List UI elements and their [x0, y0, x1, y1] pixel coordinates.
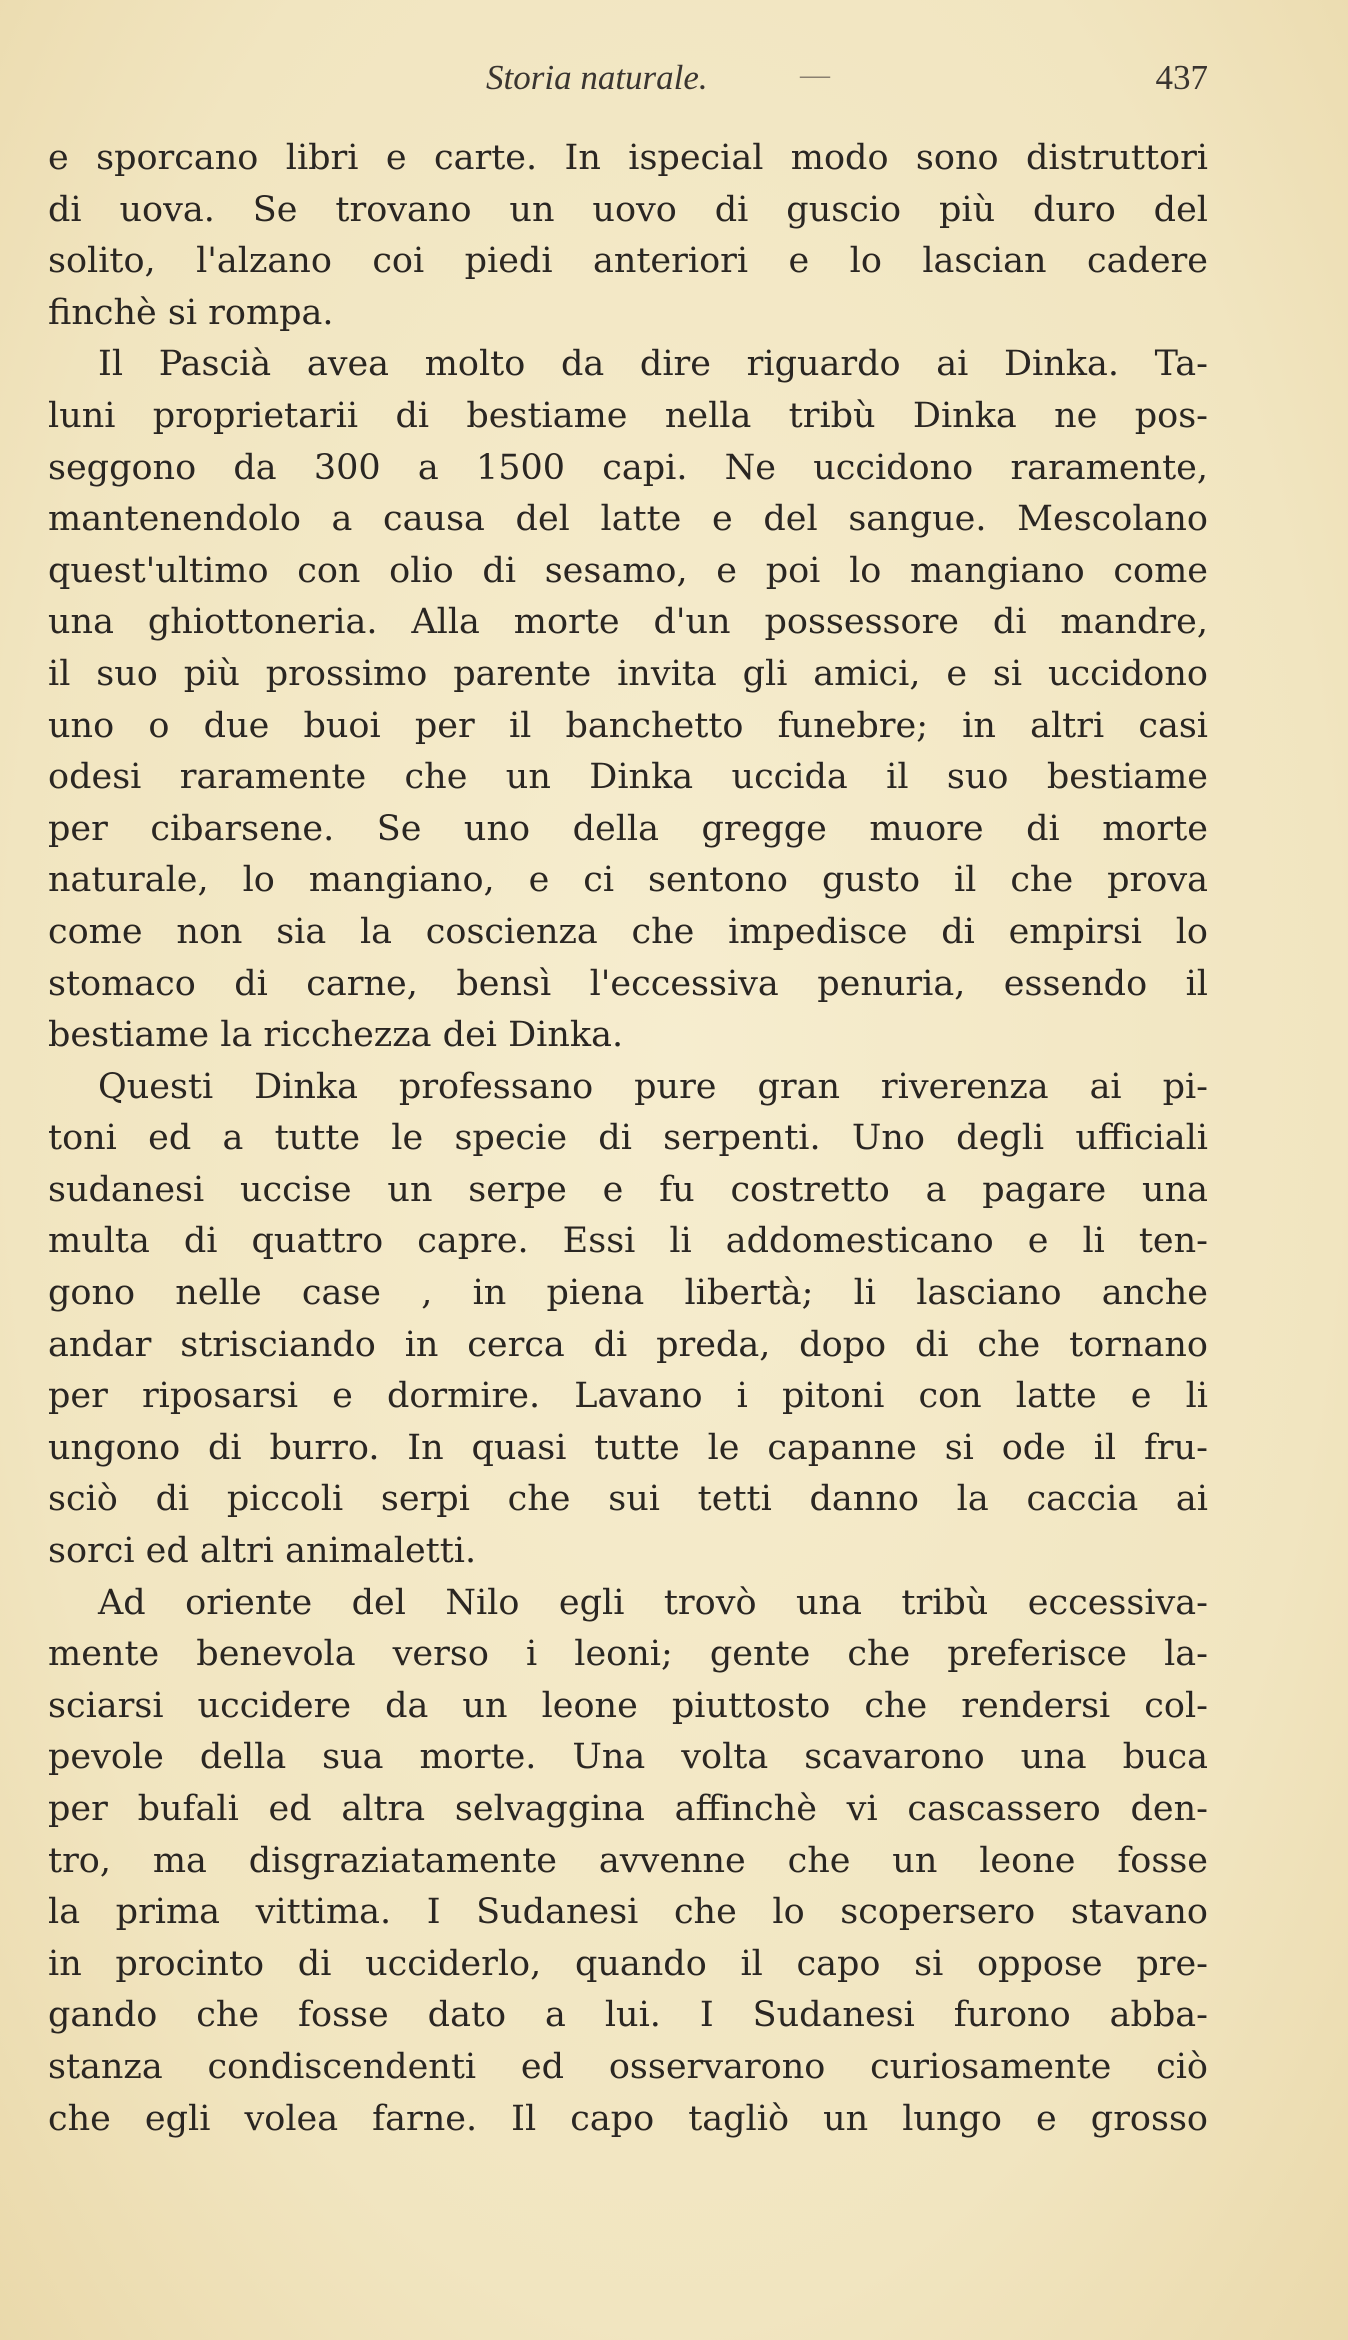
text-line: sciò di piccoli serpi che sui tetti danno la caccia ai — [48, 1479, 1208, 1520]
text-line: in procinto di ucciderlo, quando il capo si oppose pre- — [48, 1943, 1208, 1984]
text-line: una ghiottoneria. Alla morte d'un possessore di mandre, — [48, 602, 1208, 643]
text-line: sudanesi uccise un serpe e fu costretto a pagare una — [48, 1169, 1208, 1210]
text-line: Il Pascià avea molto da dire riguardo ai Dinka. Ta- — [98, 344, 1208, 385]
header-dash: — — [800, 58, 830, 91]
text-line: solito, l'alzano coi piedi anteriori e lo lascian cadere — [48, 241, 1208, 282]
text-line: andar strisciando in cerca di preda, dopo di che tornano — [48, 1324, 1208, 1365]
text-line: Questi Dinka professano pure gran riverenza ai pi- — [98, 1066, 1208, 1107]
text-line: Ad oriente del Nilo egli trovò una tribù eccessiva- — [98, 1582, 1208, 1623]
text-line: la prima vittima. I Sudanesi che lo scopersero stavano — [48, 1892, 1208, 1933]
text-line: che egli volea farne. Il capo tagliò un lungo e grosso — [48, 2098, 1208, 2139]
text-line: per bufali ed altra selvaggina affinchè vi cascassero den- — [48, 1789, 1208, 1829]
text-line: mantenendolo a causa del latte e del sangue. Mescolano — [48, 499, 1208, 540]
text-line: per cibarsene. Se uno della gregge muore di morte — [48, 808, 1208, 849]
text-line: stomaco di carne, bensì l'eccessiva penuria, essendo il — [48, 963, 1208, 1004]
page-number: 437 — [1155, 58, 1208, 97]
text-line: luni proprietarii di bestiame nella tribù Dinka ne pos- — [48, 395, 1208, 436]
text-line: finchè si rompa. — [48, 292, 334, 333]
text-line: di uova. Se trovano un uovo di guscio più duro del — [48, 189, 1208, 230]
text-line: come non sia la coscienza che impedisce di empirsi lo — [48, 911, 1208, 952]
text-line: tro, ma disgraziatamente avvenne che un leone fosse — [48, 1840, 1208, 1881]
text-line: bestiame la ricchezza dei Dinka. — [48, 1015, 624, 1056]
text-line: gono nelle case , in piena libertà; li lasciano anche — [48, 1273, 1208, 1314]
text-line: per riposarsi e dormire. Lavano i pitoni con latte e li — [48, 1376, 1208, 1417]
text-line: sciarsi uccidere da un leone piuttosto che rendersi col- — [48, 1685, 1208, 1726]
text-line: pevole della sua morte. Una volta scavarono una buca — [48, 1737, 1208, 1778]
text-line: stanza condiscendenti ed osservarono curiosamente ciò — [48, 2046, 1208, 2087]
text-line: il suo più prossimo parente invita gli amici, e si uccidono — [48, 653, 1208, 694]
text-line: ungono di burro. In quasi tutte le capanne si ode il fru- — [48, 1427, 1208, 1468]
text-line: e sporcano libri e carte. In ispecial modo sono distruttori — [48, 138, 1208, 178]
text-line: mente benevola verso i leoni; gente che preferisce la- — [48, 1634, 1208, 1675]
text-line: sorci ed altri animaletti. — [48, 1531, 477, 1572]
body-text — [48, 133, 1208, 2145]
text-line: odesi raramente che un Dinka uccida il suo bestiame — [48, 757, 1208, 798]
text-line: gando che fosse dato a lui. I Sudanesi furono abba- — [48, 1995, 1208, 2036]
text-line: multa di quattro capre. Essi li addomesticano e li ten- — [48, 1221, 1208, 1262]
text-line: naturale, lo mangiano, e ci sentono gusto il che prova — [48, 860, 1208, 901]
running-title: Storia naturale. — [486, 58, 708, 97]
text-line: quest'ultimo con olio di sesamo, e poi lo mangiano come — [48, 550, 1208, 591]
running-head — [48, 58, 1208, 108]
text-line: seggono da 300 a 1500 capi. Ne uccidono raramente, — [48, 447, 1208, 488]
text-line: toni ed a tutte le specie di serpenti. Uno degli ufficiali — [48, 1118, 1208, 1159]
text-line: uno o due buoi per il banchetto funebre; in altri casi — [48, 705, 1208, 746]
